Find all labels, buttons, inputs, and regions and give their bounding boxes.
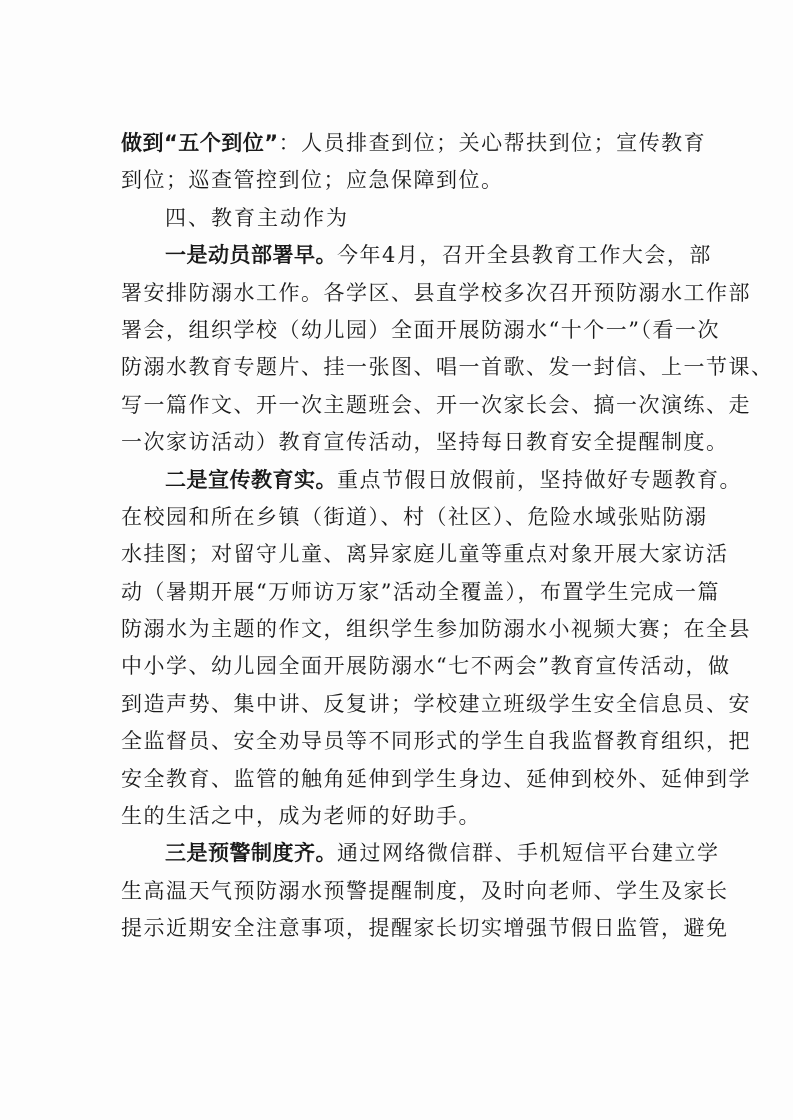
line-text: 今年4月，召开全县教育工作大会，部 [337,243,712,268]
paragraph-first-line [121,237,712,274]
line-text: 水挂图；对留守儿童、离异家庭儿童等重点对象开展大家访活 [121,542,729,567]
text-line [121,424,729,461]
line-text: 防溺水教育专题片、挂一张图、唱一首歌、发一封信、上一节课、 [121,355,774,380]
text-line [121,723,751,760]
text-line [121,275,751,312]
bold-phrase: 三是预警制度齐。 [165,841,337,866]
line-text: 提示近期安全注意事项，提醒家长切实增强节假日监管，避免 [121,916,729,941]
text-line [121,536,729,573]
paragraph-first-line [121,835,720,872]
line-text: 到位；巡查管控到位；应急保障到位。 [121,168,504,193]
text-line [121,910,729,947]
document-body [121,125,774,948]
text-line [121,125,707,162]
line-text: 生高温天气预防溺水预警提醒制度，及时向老师、学生及家长 [121,878,729,903]
bold-phrase: 二是宣传教育实。 [165,467,337,492]
text-line [121,312,720,349]
line-text: 安全教育、监管的触角延伸到学生身边、延伸到校外、延伸到学 [121,766,751,791]
text-line [121,761,751,798]
line-text: 一次家访活动）教育宣传活动，坚持每日教育安全提醒制度。 [121,430,729,455]
bold-phrase: 一是动员部署早。 [165,243,337,268]
line-text: 署安排防溺水工作。各学区、县直学校多次召开预防溺水工作部 [121,280,751,305]
line-text: 写一篇作文、开一次主题班会、开一次家长会、搞一次演练、走 [121,392,751,417]
line-text: 通过网络微信群、手机短信平台建立学 [337,841,720,866]
text-line [121,648,731,685]
line-text: 动（暑期开展“万师访万家”活动全覆盖），布置学生完成一篇 [121,579,720,604]
line-text: ：人员排查到位；关心帮扶到位；宣传教育 [278,131,707,155]
paragraph-first-line [121,462,742,499]
line-text: 防溺水为主题的作文，组织学生参加防溺水小视频大赛；在全县 [121,617,751,642]
text-line [121,873,729,910]
line-text: 在校园和所在乡镇（街道）、村（社区）、危险水域张贴防溺 [121,504,708,529]
text-line [121,574,720,611]
bold-phrase: 做到“五个到位” [121,131,279,155]
text-line [121,349,774,386]
line-text: 重点节假日放假前，坚持做好专题教育。 [337,467,742,492]
text-line [121,611,751,648]
text-line [121,387,751,424]
line-text: 全监督员、安全劝导员等不同形式的学生自我监督教育组织，把 [121,729,751,754]
line-text: 中小学、幼儿园全面开展防溺水“七不两会”教育宣传活动，做 [121,654,731,679]
text-line [121,798,689,835]
heading-text: 四、教育主动作为 [165,205,349,230]
text-line [121,499,708,536]
line-text: 生的生活之中，成为老师的好助手。 [121,804,481,829]
section-heading [121,200,689,237]
line-text: 到造声势、集中讲、反复讲；学校建立班级学生安全信息员、安 [121,691,751,716]
text-line [121,162,689,199]
line-text: 署会，组织学校（幼儿园）全面开展防溺水“十个一”（看一次 [121,317,720,342]
text-line [121,686,751,723]
